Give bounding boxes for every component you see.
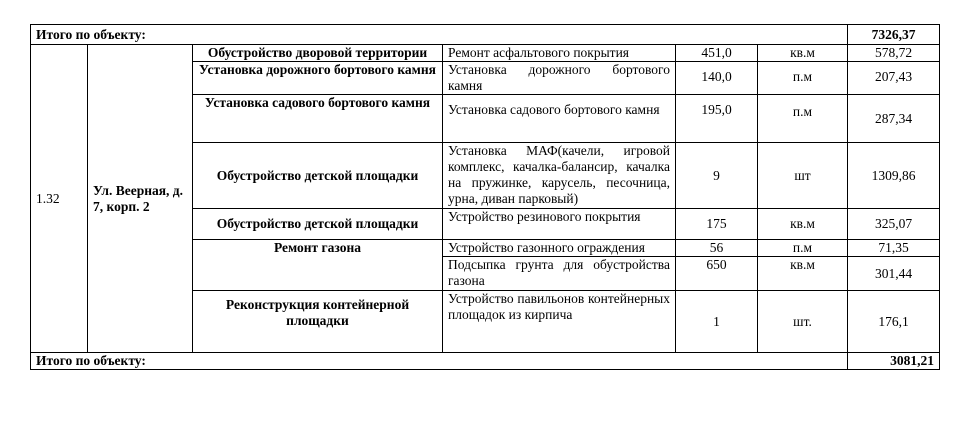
work-cell: Устройство павильонов контейнерных площадок из кирпича <box>443 291 676 353</box>
cost-cell: 207,43 <box>848 62 940 95</box>
top-total-value: 7326,37 <box>848 25 940 45</box>
category-cell: Обустройство детской площадки <box>193 209 443 240</box>
qty-cell: 1 <box>676 291 758 353</box>
category-cell: Обустройство детской площадки <box>193 143 443 209</box>
cost-cell: 287,34 <box>848 95 940 143</box>
category-cell: Ремонт газона <box>193 240 443 291</box>
top-total-row <box>31 25 940 45</box>
cost-cell: 71,35 <box>848 240 940 257</box>
category-cell: Обустройство дворовой территории <box>193 45 443 62</box>
unit-cell: п.м <box>758 240 848 257</box>
bottom-total-row <box>31 353 940 370</box>
cost-cell: 301,44 <box>848 257 940 291</box>
top-total-label: Итого по объекту: <box>31 25 848 45</box>
category-cell: Реконструкция контейнерной площадки <box>193 291 443 353</box>
unit-cell: п.м <box>758 62 848 95</box>
qty-cell: 140,0 <box>676 62 758 95</box>
bottom-total-value: 3081,21 <box>848 353 940 370</box>
estimate-table <box>30 24 940 370</box>
work-cell: Установка садового бортового камня <box>443 95 676 143</box>
table-row <box>31 45 940 62</box>
unit-cell: шт. <box>758 291 848 353</box>
work-cell: Установка дорожного бортового камня <box>443 62 676 95</box>
cost-cell: 176,1 <box>848 291 940 353</box>
qty-cell: 650 <box>676 257 758 291</box>
unit-cell: кв.м <box>758 45 848 62</box>
unit-cell: шт <box>758 143 848 209</box>
qty-cell: 175 <box>676 209 758 240</box>
cost-cell: 1309,86 <box>848 143 940 209</box>
qty-cell: 451,0 <box>676 45 758 62</box>
category-cell: Установка садового бортового камня <box>193 95 443 143</box>
work-cell: Установка МАФ(качели, игровой комплекс, качалка-балансир, качалка на пружинке, карусель, песочница, урна, диван парковый) <box>443 143 676 209</box>
category-cell: Установка дорожного бортового камня <box>193 62 443 95</box>
qty-cell: 195,0 <box>676 95 758 143</box>
bottom-total-label: Итого по объекту: <box>31 353 848 370</box>
work-cell: Устройство резинового покрытия <box>443 209 676 240</box>
item-address: Ул. Веерная, д. 7, корп. 2 <box>88 45 193 353</box>
item-number: 1.32 <box>31 45 88 353</box>
unit-cell: п.м <box>758 95 848 143</box>
unit-cell: кв.м <box>758 257 848 291</box>
work-cell: Подсыпка грунта для обустройства газона <box>443 257 676 291</box>
qty-cell: 9 <box>676 143 758 209</box>
unit-cell: кв.м <box>758 209 848 240</box>
cost-cell: 325,07 <box>848 209 940 240</box>
qty-cell: 56 <box>676 240 758 257</box>
work-cell: Устройство газонного ограждения <box>443 240 676 257</box>
work-cell: Ремонт асфальтового покрытия <box>443 45 676 62</box>
cost-cell: 578,72 <box>848 45 940 62</box>
